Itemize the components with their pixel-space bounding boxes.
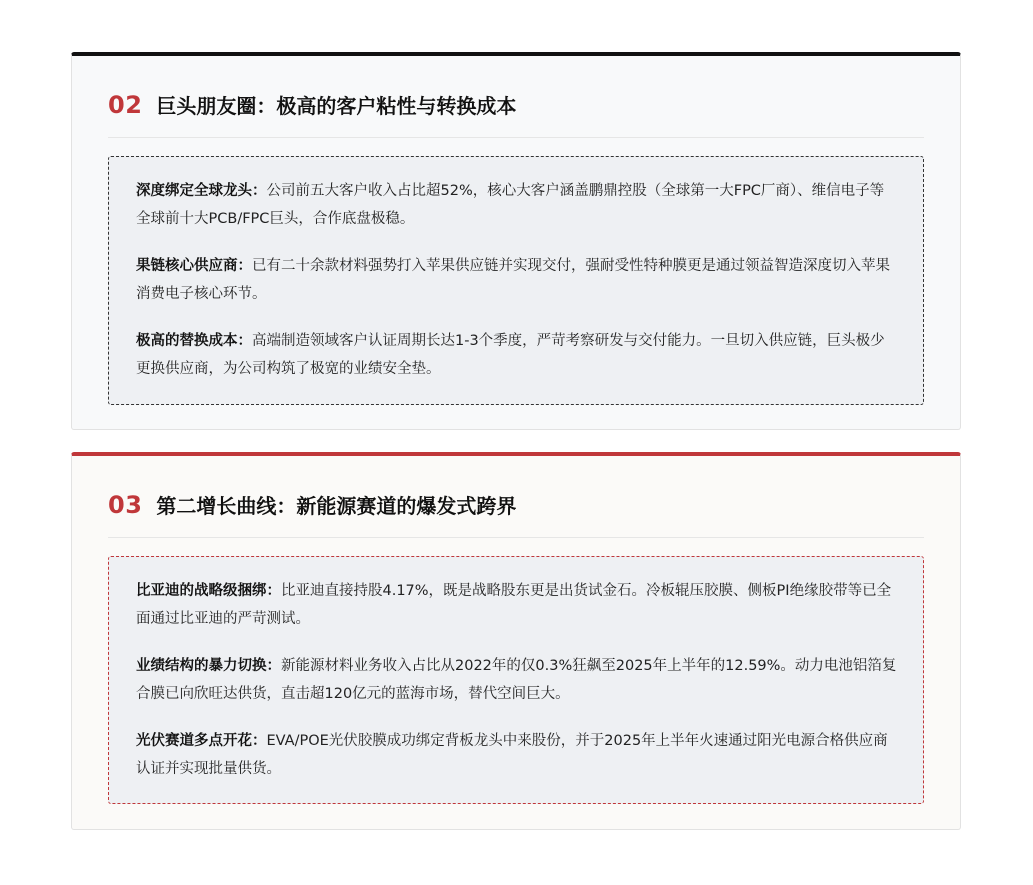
item-text: 已有二十余款材料强势打入苹果供应链并实现交付，强耐受性特种膜更是通过领益智造深度切入苹果消费电子核心环节。 [136,258,890,302]
highlight-box [108,156,924,405]
item-lead: 果链核心供应商： [136,258,252,274]
section-header [108,456,924,538]
section-title: 巨头朋友圈：极高的客户粘性与转换成本 [156,94,517,118]
section-second-growth-curve [71,452,961,830]
section-header [108,56,924,138]
list-item [136,577,897,633]
list-item [136,327,897,383]
item-text: 新能源材料业务收入占比从2022年的仅0.3%狂飙至2025年上半年的12.59%。动力电池铝箔复合膜已向欣旺达供货，直击超120亿元的蓝海市场，替代空间巨大。 [136,658,897,702]
section-title: 第二增长曲线：新能源赛道的爆发式跨界 [156,494,517,518]
item-lead: 深度绑定全球龙头： [136,183,267,199]
highlight-box [108,556,924,804]
item-text: 比亚迪直接持股4.17%，既是战略股东更是出货试金石。冷板辊压胶膜、侧板PI绝缘胶带等已全面通过比亚迪的严苛测试。 [136,583,892,627]
list-item [136,252,897,308]
item-text: 高端制造领域客户认证周期长达1-3个季度，严苛考察研发与交付能力。一旦切入供应链，巨头极少更换供应商，为公司构筑了极宽的业绩安全垫。 [136,333,885,377]
item-lead: 比亚迪的战略级捆绑： [136,583,281,599]
item-lead: 光伏赛道多点开花： [136,733,267,749]
section-number: 03 [108,491,143,519]
section-number: 02 [108,91,143,119]
list-item [136,177,897,233]
item-text: 公司前五大客户收入占比超52%，核心大客户涵盖鹏鼎控股（全球第一大FPC厂商）、维信电子等全球前十大PCB/FPC巨头，合作底盘极稳。 [136,183,885,227]
list-item [136,727,897,783]
item-text: EVA/POE光伏胶膜成功绑定背板龙头中来股份，并于2025年上半年火速通过阳光电源合格供应商认证并实现批量供货。 [136,733,888,777]
item-lead: 极高的替换成本： [136,333,252,349]
section-customer-stickiness [71,52,961,430]
item-lead: 业绩结构的暴力切换： [136,658,281,674]
list-item [136,652,897,708]
